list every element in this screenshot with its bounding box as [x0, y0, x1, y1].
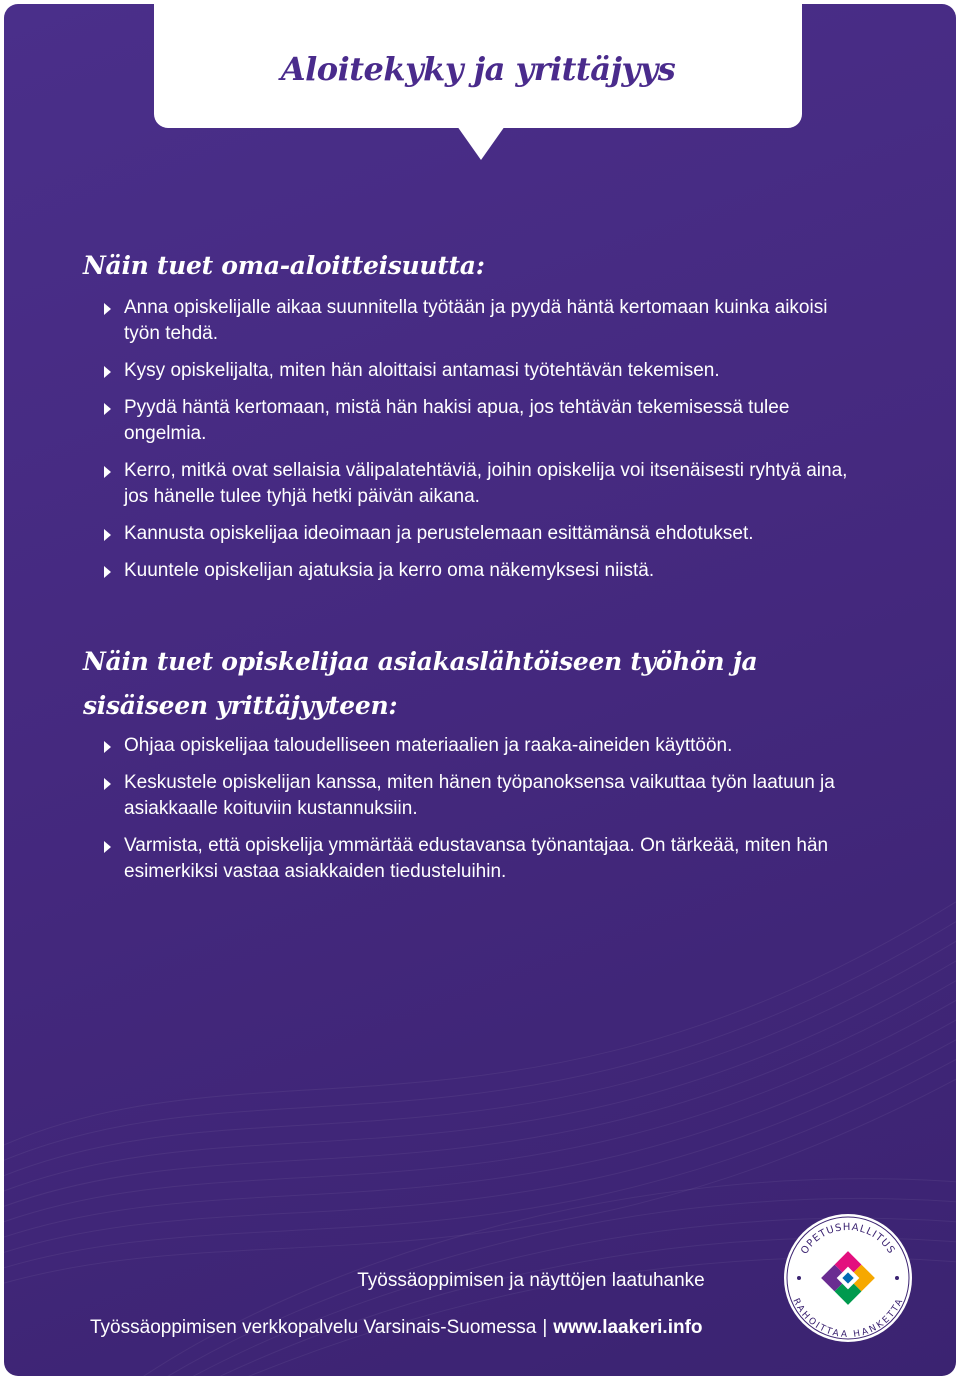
section2-heading	[83, 640, 757, 728]
list-item: Anna opiskelijalle aikaa suunnitella työtään ja pyydä häntä kertomaan kuinka aikoisi työn tehdä.	[104, 295, 864, 347]
seal-bottom-text: RAHOITTAA HANKETTA	[790, 1296, 906, 1341]
bullet-arrow-icon	[104, 303, 111, 315]
website-link[interactable]: www.laakeri.info	[553, 1317, 703, 1338]
title-pointer	[457, 126, 505, 160]
footer-line	[90, 1317, 703, 1339]
footer-separator: |	[542, 1317, 548, 1338]
list-item: Varmista, että opiskelija ymmärtää edustavansa työnantajaa. On tärkeää, miten hän esimerkiksi vastaa asiakkaiden tiedusteluihin.	[104, 833, 864, 885]
section2-list	[104, 733, 864, 896]
bullet-arrow-icon	[104, 841, 111, 853]
bullet-arrow-icon	[104, 366, 111, 378]
section1-list	[104, 295, 864, 595]
section1-heading: Näin tuet oma-aloitteisuutta:	[83, 251, 485, 280]
opetushallitus-seal-logo	[782, 1212, 914, 1344]
bullet-arrow-icon	[104, 566, 111, 578]
seal-top-text: OPETUSHALLITUS	[799, 1221, 897, 1257]
list-item: Kysy opiskelijalta, miten hän aloittaisi antamasi työtehtävän tekemisen.	[104, 358, 864, 384]
bullet-arrow-icon	[104, 466, 111, 478]
bullet-arrow-icon	[104, 529, 111, 541]
list-item: Kannusta opiskelijaa ideoimaan ja perustelemaan esittämänsä ehdotukset.	[104, 521, 864, 547]
list-item: Pyydä häntä kertomaan, mistä hän hakisi apua, jos tehtävän tekemisessä tulee ongelmia.	[104, 395, 864, 447]
page-title: Aloitekyky ja yrittäjyys	[280, 50, 676, 88]
section2-heading-line2: sisäiseen yrittäjyyteen:	[83, 691, 398, 720]
list-item: Ohjaa opiskelijaa taloudelliseen materiaalien ja raaka-aineiden käyttöön.	[104, 733, 864, 759]
bullet-arrow-icon	[104, 741, 111, 753]
service-name: Työssäoppimisen verkkopalvelu Varsinais-Suomessa	[90, 1317, 537, 1338]
bullet-arrow-icon	[104, 778, 111, 790]
project-name: Työssäoppimisen ja näyttöjen laatuhanke	[357, 1270, 705, 1291]
section2-heading-line1: Näin tuet opiskelijaa asiakaslähtöiseen työhön ja	[83, 647, 758, 676]
list-item: Keskustele opiskelijan kanssa, miten hänen työpanoksensa vaikuttaa työn laatuun ja asiakkaalle koituviin kustannuksiin.	[104, 770, 864, 822]
bullet-arrow-icon	[104, 403, 111, 415]
list-item: Kuuntele opiskelijan ajatuksia ja kerro oma näkemyksesi niistä.	[104, 558, 864, 584]
list-item: Kerro, mitkä ovat sellaisia välipalatehtäviä, joihin opiskelija voi itsenäisesti ryhtyä aina, jos hänelle tulee tyhjä hetki päivän aikana.	[104, 458, 864, 510]
title-tab	[154, 4, 802, 128]
